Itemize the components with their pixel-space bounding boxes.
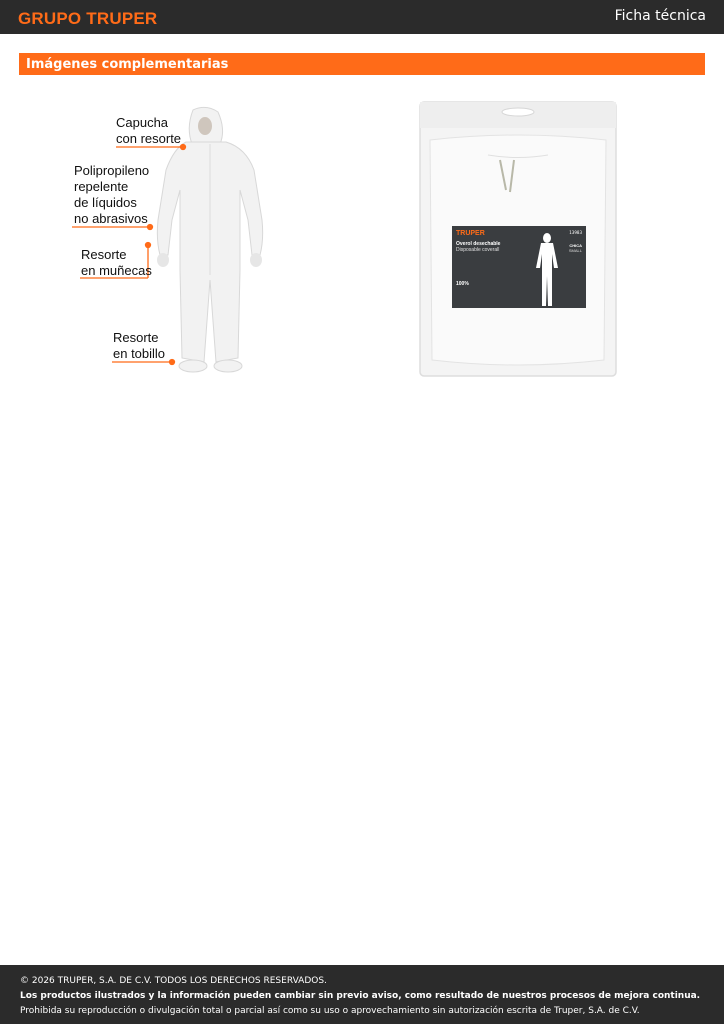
section-title: Imágenes complementarias [26,57,229,72]
package-brand: TRUPER [456,230,485,237]
package-code: 13983 [569,230,582,235]
callout-polipropileno: Polipropileno repelente de líquidos no abrasivos [74,163,150,226]
package-percent: 100% [456,281,469,287]
package-size-es: CHICA [569,243,582,248]
package-label [452,226,586,308]
package-size-en: SMALL [568,248,582,253]
section-header [19,53,705,75]
footer-notice: Los productos ilustrados y la información pueden cambiar sin previo aviso, como resultado de nuestros procesos de mejora continua. [20,991,701,1001]
footer [0,965,724,1024]
top-bar [0,0,724,34]
document-type: Ficha técnica [614,8,706,24]
footer-copyright: © 2026 TRUPER, S.A. DE C.V. TODOS LOS DERECHOS RESERVADOS. [20,976,327,986]
package-title-es: Overol desechable [456,241,501,247]
grupo-truper-logo [18,9,157,29]
logo-word-grupo: GRUPO [18,9,82,28]
callout-tobillo: Resorte en tobillo [113,330,166,361]
callout-capucha: Capucha con resorte [116,115,182,146]
package-figure-icon [532,232,562,308]
callout-munecas: Resorte en muñecas [81,247,152,278]
package-title-en: Disposable coverall [456,247,500,253]
logo-word-truper: TRUPER [86,9,158,28]
footer-prohibition: Prohibida su reproducción o divulgación total o parcial así como su uso o aprovechamiento sin autorización escrita de Truper, S.A. de C.V. [20,1006,640,1016]
